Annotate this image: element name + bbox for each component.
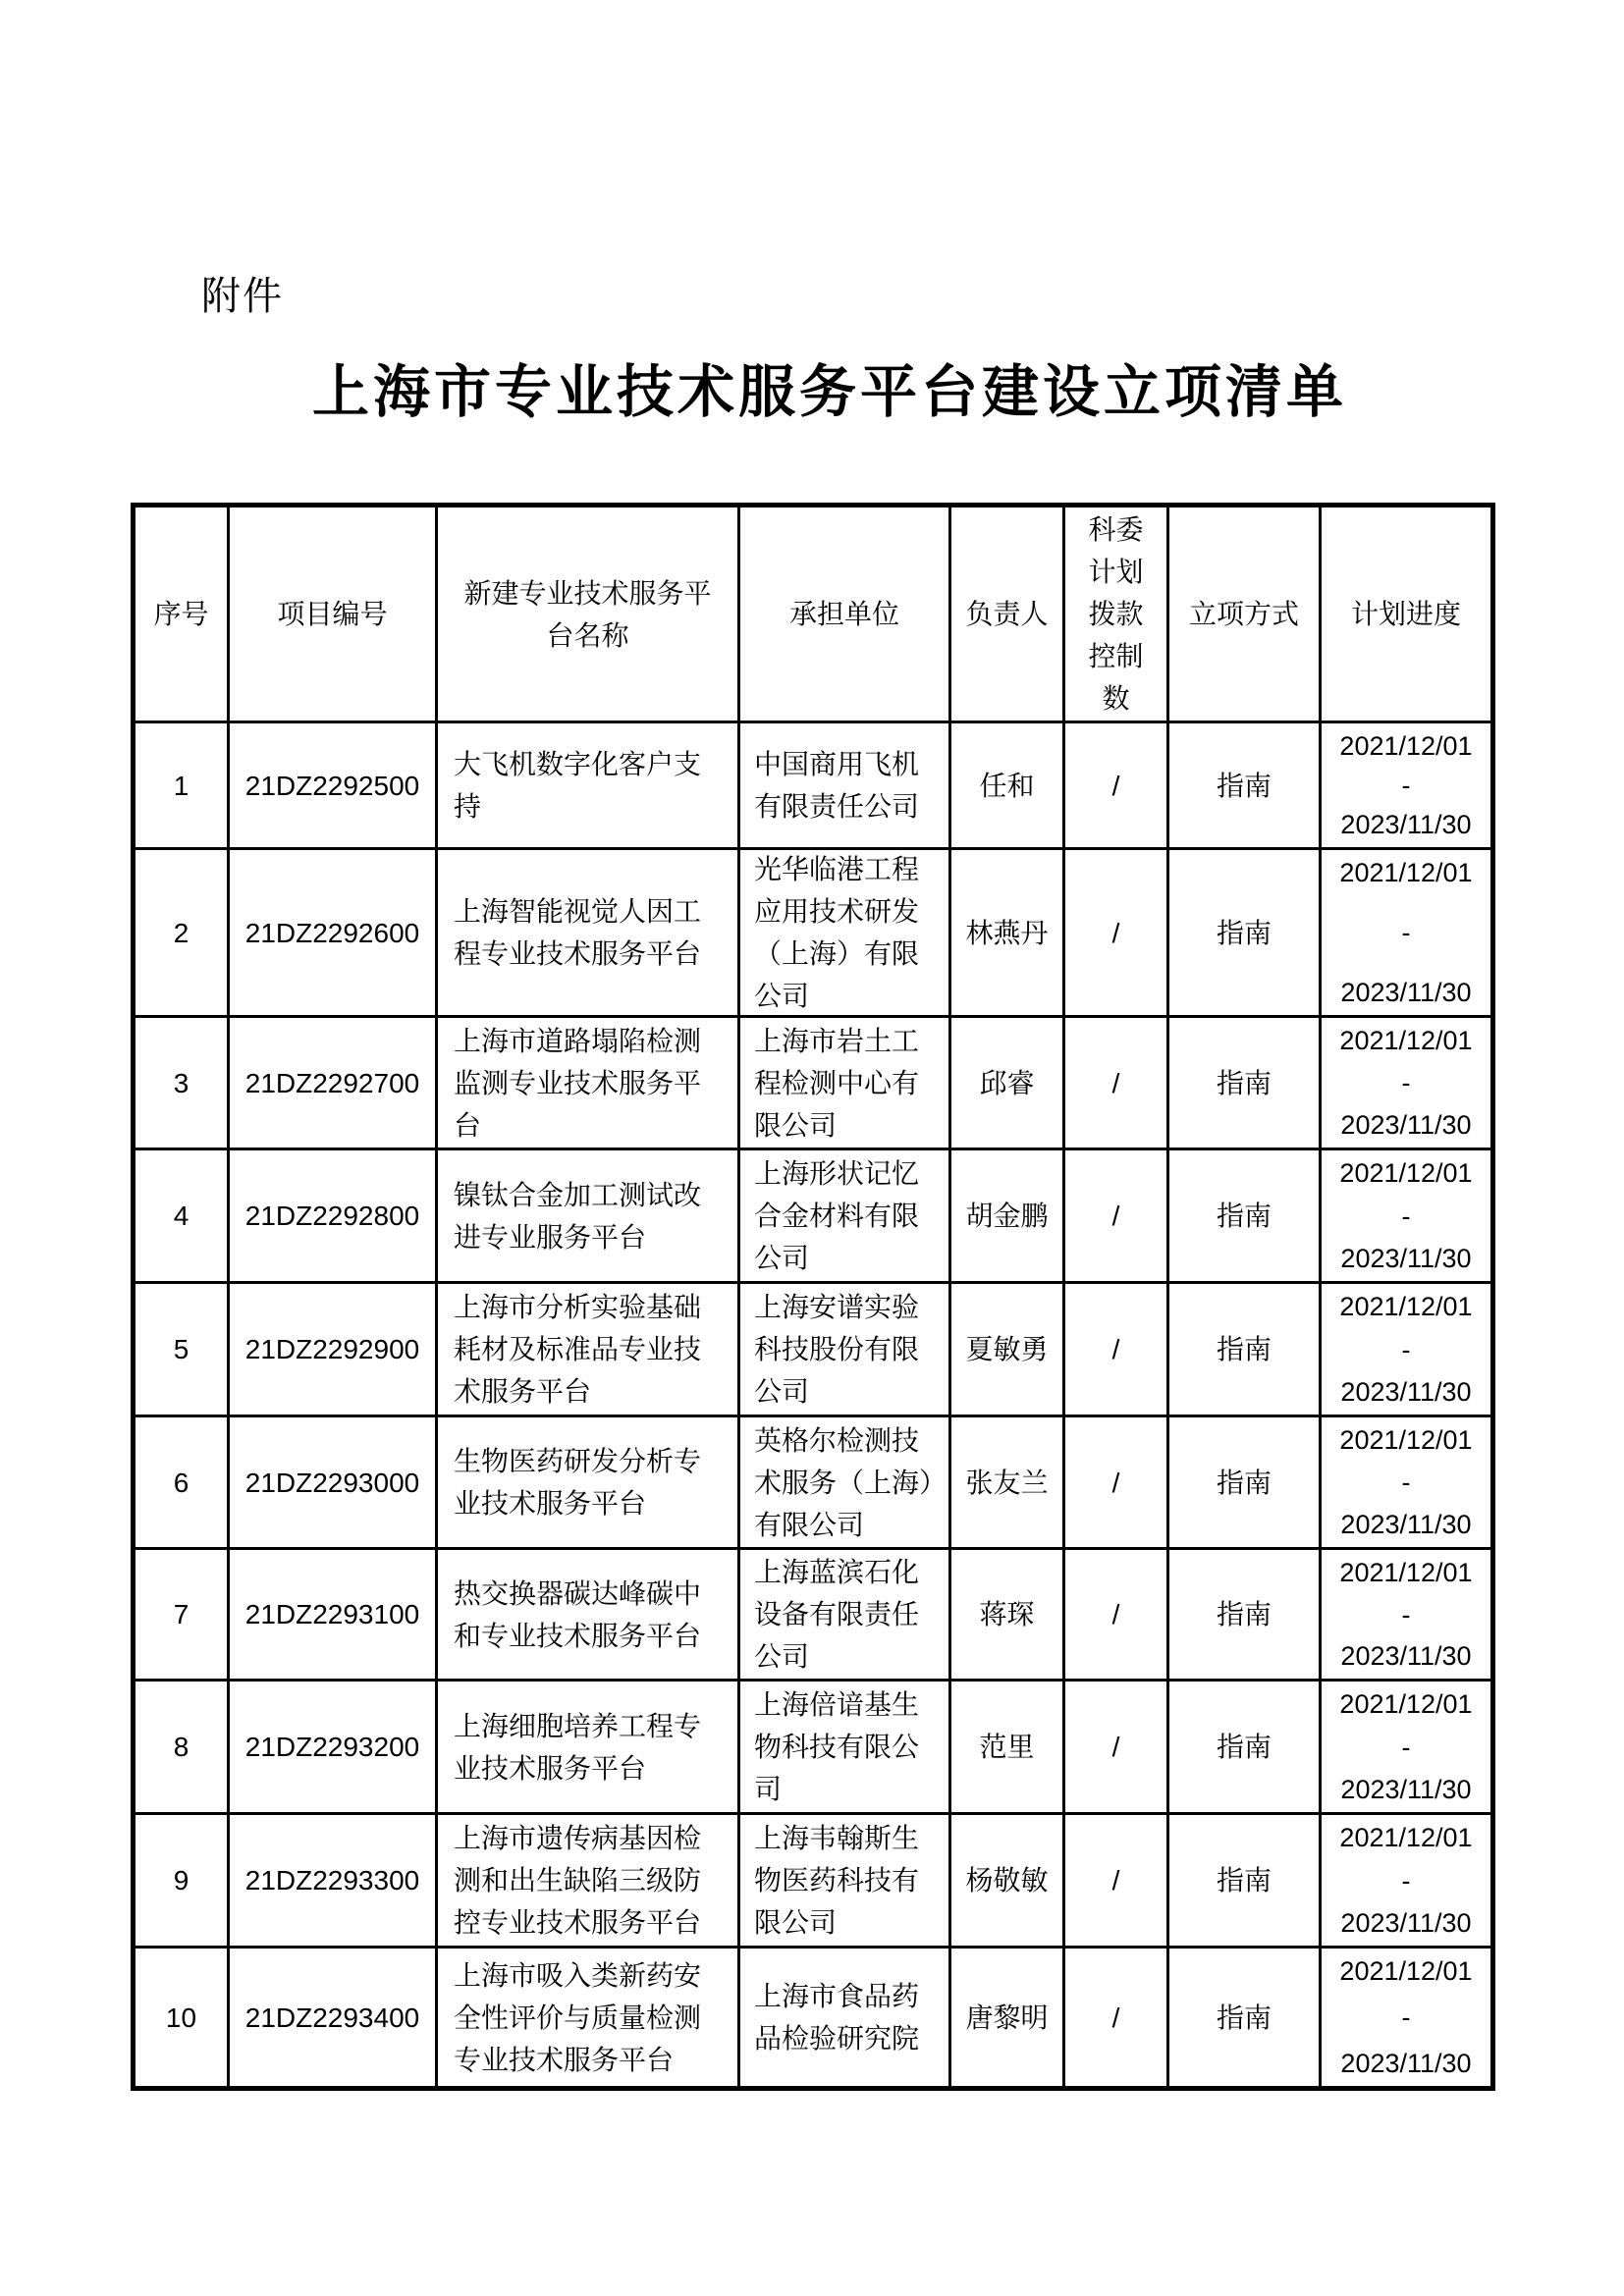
cell-leader: 任和 [951,723,1065,850]
cell-project-id: 21DZ2293300 [230,1815,438,1949]
cell-grant-control: / [1065,1949,1169,2086]
cell-schedule [1322,850,1490,1018]
header-grant-control [1065,507,1169,723]
cell-platform-name: 大飞机数字化客户支持 [438,723,740,850]
schedule-start: 2021/12/01 [1339,1292,1473,1321]
cell-schedule [1322,1150,1490,1284]
cell-schedule [1322,1682,1490,1815]
cell-unit: 英格尔检测技术服务（上海）有限公司 [740,1417,951,1550]
cell-platform-name: 热交换器碳达峰碳中和专业技术服务平台 [438,1550,740,1682]
cell-grant-control: / [1065,1815,1169,1949]
cell-grant-control: / [1065,1417,1169,1550]
cell-platform-name: 镍钛合金加工测试改进专业服务平台 [438,1150,740,1284]
cell-unit: 上海韦翰斯生物医药科技有限公司 [740,1815,951,1949]
cell-approval-method: 指南 [1169,1284,1322,1417]
cell-project-id: 21DZ2292800 [230,1150,438,1284]
cell-platform-name: 生物医药研发分析专业技术服务平台 [438,1417,740,1550]
schedule-end: 2023/11/30 [1340,810,1472,839]
cell-grant-control: / [1065,1550,1169,1682]
cell-approval-method: 指南 [1169,1949,1322,2086]
cell-leader: 胡金鹏 [951,1150,1065,1284]
cell-project-id: 21DZ2292900 [230,1284,438,1417]
cell-unit: 中国商用飞机有限责任公司 [740,723,951,850]
cell-project-id: 21DZ2292500 [230,723,438,850]
cell-platform-name: 上海细胞培养工程专业技术服务平台 [438,1682,740,1815]
schedule-end: 2023/11/30 [1340,1641,1472,1671]
schedule-start: 2021/12/01 [1339,731,1473,761]
cell-project-id: 21DZ2293200 [230,1682,438,1815]
header-platform-name [438,507,740,723]
cell-grant-control: / [1065,1284,1169,1417]
cell-approval-method: 指南 [1169,1815,1322,1949]
schedule-separator: - [1401,918,1411,947]
cell-project-id: 21DZ2292700 [230,1018,438,1150]
cell-platform-name: 上海市分析实验基础耗材及标准品专业技术服务平台 [438,1284,740,1417]
cell-platform-name: 上海市道路塌陷检测监测专业技术服务平台 [438,1018,740,1150]
schedule-end: 2023/11/30 [1340,1775,1472,1804]
cell-unit: 光华临港工程应用技术研发（上海）有限公司 [740,850,951,1018]
cell-grant-control: / [1065,723,1169,850]
schedule-end: 2023/11/30 [1340,1110,1472,1140]
schedule-separator: - [1401,1732,1411,1762]
cell-platform-name: 上海市遗传病基因检测和出生缺陷三级防控专业技术服务平台 [438,1815,740,1949]
cell-project-id: 21DZ2293400 [230,1949,438,2086]
cell-leader: 杨敬敏 [951,1815,1065,1949]
cell-serial: 7 [135,1550,230,1682]
cell-leader: 范里 [951,1682,1065,1815]
cell-approval-method: 指南 [1169,723,1322,850]
cell-unit: 上海市岩土工程检测中心有限公司 [740,1018,951,1150]
cell-platform-name: 上海智能视觉人因工程专业技术服务平台 [438,850,740,1018]
cell-serial: 5 [135,1284,230,1417]
cell-schedule [1322,1815,1490,1949]
cell-schedule [1322,1417,1490,1550]
schedule-end: 2023/11/30 [1340,1244,1472,1273]
schedule-separator: - [1401,1468,1411,1497]
cell-approval-method: 指南 [1169,1550,1322,1682]
cell-serial: 2 [135,850,230,1018]
schedule-separator: - [1401,1865,1411,1896]
cell-approval-method: 指南 [1169,1682,1322,1815]
cell-schedule [1322,723,1490,850]
cell-platform-name: 上海市吸入类新药安全性评价与质量检测专业技术服务平台 [438,1949,740,2086]
attachment-label: 附件 [201,275,284,318]
cell-serial: 3 [135,1018,230,1150]
schedule-start: 2021/12/01 [1339,1026,1473,1055]
schedule-separator: - [1401,1334,1411,1364]
schedule-start: 2021/12/01 [1339,1158,1473,1188]
cell-grant-control: / [1065,1018,1169,1150]
header-grant-control-text: 科委计划拨款控制数 [1088,514,1144,714]
cell-approval-method: 指南 [1169,850,1322,1018]
cell-grant-control: / [1065,1682,1169,1815]
cell-unit: 上海形状记忆合金材料有限公司 [740,1150,951,1284]
schedule-end: 2023/11/30 [1340,1377,1472,1407]
cell-grant-control: / [1065,1150,1169,1284]
cell-serial: 10 [135,1949,230,2086]
header-project-id: 项目编号 [230,507,438,723]
page-title: 上海市专业技术服务平台建设立项清单 [312,360,1348,424]
schedule-separator: - [1401,1201,1411,1231]
cell-unit: 上海市食品药品检验研究院 [740,1949,951,2086]
cell-schedule [1322,1550,1490,1682]
cell-grant-control: / [1065,850,1169,1018]
header-schedule: 计划进度 [1322,507,1490,723]
schedule-start: 2021/12/01 [1339,1823,1473,1852]
cell-unit: 上海倍谙基生物科技有限公司 [740,1682,951,1815]
schedule-end: 2023/11/30 [1340,1908,1472,1938]
header-platform-name-text: 新建专业技术服务平台名称 [463,577,712,651]
schedule-separator: - [1401,2002,1411,2032]
schedule-start: 2021/12/01 [1339,1689,1473,1719]
header-serial: 序号 [135,507,230,723]
cell-leader: 张友兰 [951,1417,1065,1550]
cell-leader: 林燕丹 [951,850,1065,1018]
cell-schedule [1322,1284,1490,1417]
schedule-start: 2021/12/01 [1339,1425,1473,1455]
cell-approval-method: 指南 [1169,1417,1322,1550]
cell-schedule [1322,1949,1490,2086]
cell-project-id: 21DZ2292600 [230,850,438,1018]
cell-approval-method: 指南 [1169,1018,1322,1150]
cell-unit: 上海安谱实验科技股份有限公司 [740,1284,951,1417]
schedule-separator: - [1401,1068,1411,1097]
cell-unit: 上海蓝滨石化设备有限责任公司 [740,1550,951,1682]
schedule-separator: - [1401,1599,1411,1629]
header-unit: 承担单位 [740,507,951,723]
cell-leader: 蒋琛 [951,1550,1065,1682]
project-table [131,503,1495,2091]
schedule-start: 2021/12/01 [1339,1558,1473,1587]
schedule-start: 2021/12/01 [1339,858,1473,887]
cell-leader: 夏敏勇 [951,1284,1065,1417]
cell-serial: 6 [135,1417,230,1550]
cell-schedule [1322,1018,1490,1150]
cell-approval-method: 指南 [1169,1150,1322,1284]
header-leader: 负责人 [951,507,1065,723]
schedule-end: 2023/11/30 [1340,1510,1472,1539]
cell-project-id: 21DZ2293000 [230,1417,438,1550]
cell-leader: 邱睿 [951,1018,1065,1150]
schedule-start: 2021/12/01 [1339,1956,1473,1986]
cell-serial: 8 [135,1682,230,1815]
cell-leader: 唐黎明 [951,1949,1065,2086]
cell-serial: 9 [135,1815,230,1949]
schedule-end: 2023/11/30 [1340,2049,1472,2078]
cell-serial: 4 [135,1150,230,1284]
cell-project-id: 21DZ2293100 [230,1550,438,1682]
cell-serial: 1 [135,723,230,850]
schedule-separator: - [1401,771,1411,800]
schedule-end: 2023/11/30 [1340,978,1472,1007]
header-approval-method: 立项方式 [1169,507,1322,723]
